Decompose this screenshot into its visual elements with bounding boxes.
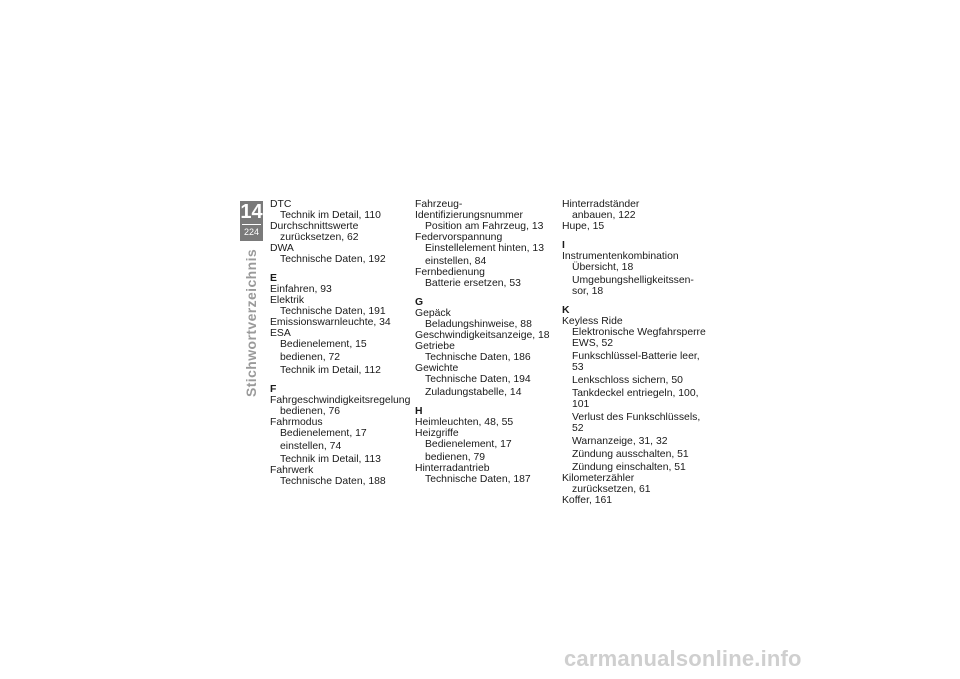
index-entry [415, 428, 560, 463]
index-entry [562, 251, 707, 297]
tab-divider [242, 224, 261, 225]
index-entry-head: Instrumentenkombination [562, 251, 679, 262]
index-subentry: Zündung ausschalten, 51 [572, 449, 689, 460]
index-entry [270, 328, 410, 376]
page-number: 224 [243, 227, 260, 237]
index-entry-head: ESA [270, 328, 291, 339]
index-subentry: bedienen, 72 [280, 352, 341, 363]
index-column-2 [415, 199, 560, 485]
index-entry [415, 199, 560, 232]
index-entry-head: Fahrwerk [270, 465, 314, 476]
index-subentry: Technische Daten, 187 [425, 474, 531, 485]
index-entry [415, 463, 560, 485]
index-entry [270, 221, 410, 243]
index-entry-head: Heizgriffe [415, 428, 459, 439]
index-entry [415, 417, 560, 428]
chapter-number: 14 [240, 201, 263, 223]
index-entry [270, 199, 410, 221]
index-subentry: Technik im Detail, 112 [280, 365, 381, 376]
index-entry-head: Federvorspannung [415, 232, 503, 243]
index-subentry: Warnanzeige, 31, 32 [572, 436, 668, 447]
index-entry-head: DWA [270, 243, 294, 254]
section-title: Stichwortverzeichnis [243, 248, 259, 397]
index-subentry: Umgebungshelligkeitssen- sor, 18 [572, 275, 694, 297]
index-entry-head: Fernbedienung [415, 267, 485, 278]
index-subentry: Bedienelement, 17 [425, 439, 512, 450]
index-subentry: Technische Daten, 186 [425, 352, 531, 363]
index-subentry: Elektronische Wegfahrsperre EWS, 52 [572, 327, 706, 349]
index-subentry: Technik im Detail, 113 [280, 454, 381, 465]
index-entry [270, 295, 410, 317]
index-entry-head: Hinterradantrieb [415, 463, 490, 474]
index-entry [415, 308, 560, 330]
index-entry-head: Fahrzeug-Identifizierungsnummer [415, 199, 523, 221]
index-entry-head: Fahrmodus [270, 417, 323, 428]
index-subentry: Übersicht, 18 [572, 262, 634, 273]
index-subentry: Beladungshinweise, 88 [425, 319, 532, 330]
index-letter: F [270, 384, 277, 395]
index-subentry: Position am Fahrzeug, 13 [425, 221, 544, 232]
index-subentry: einstellen, 74 [280, 441, 342, 452]
chapter-tab [240, 201, 263, 241]
watermark: carmanualsonline.info [564, 646, 802, 671]
index-entry [270, 317, 410, 328]
index-entry [415, 267, 560, 289]
index-entry-head: Gewichte [415, 363, 459, 374]
index-subentry: anbauen, 122 [572, 210, 636, 221]
index-subentry: bedienen, 79 [425, 452, 486, 463]
index-subentry: Technik im Detail, 110 [280, 210, 381, 221]
index-entry [270, 243, 410, 265]
index-entry [562, 473, 707, 495]
index-entry [562, 316, 707, 473]
index-subentry: Zündung einschalten, 51 [572, 462, 686, 473]
index-entry [562, 199, 707, 221]
index-subentry: Technische Daten, 188 [280, 476, 386, 487]
index-entry-head: Keyless Ride [562, 316, 623, 327]
index-subentry: Bedienelement, 15 [280, 339, 367, 350]
index-letter: I [562, 240, 565, 251]
index-subentry: Technische Daten, 191 [280, 306, 386, 317]
index-subentry: bedienen, 76 [280, 406, 341, 417]
index-entry-head: Einfahren, 93 [270, 284, 332, 295]
index-entry-head: Kilometerzähler [562, 473, 635, 484]
index-subentry: Funkschlüssel-Batterie leer, 53 [572, 351, 700, 373]
index-letter: H [415, 406, 423, 417]
index-entry-head: DTC [270, 199, 292, 210]
index-entry-head: Getriebe [415, 341, 455, 352]
index-entry-head: Geschwindigkeitsanzeige, 18 [415, 330, 550, 341]
index-entry [415, 363, 560, 398]
index-entry [415, 232, 560, 267]
index-letter: K [562, 305, 570, 316]
index-entry [562, 221, 707, 232]
index-entry-head: Koffer, 161 [562, 495, 613, 506]
index-entry [562, 495, 707, 506]
index-subentry: Technische Daten, 194 [425, 374, 531, 385]
index-entry-head: Hinterradständer [562, 199, 640, 210]
index-subentry: Einstellelement hinten, 13 [425, 243, 544, 254]
index-subentry: Zuladungstabelle, 14 [425, 387, 522, 398]
index-entry-head: Gepäck [415, 308, 451, 319]
index-subentry: Batterie ersetzen, 53 [425, 278, 521, 289]
index-entry [415, 341, 560, 363]
index-entry [270, 395, 410, 417]
index-subentry: Lenkschloss sichern, 50 [572, 375, 683, 386]
index-letter: G [415, 297, 424, 308]
index-subentry: einstellen, 84 [425, 256, 487, 267]
index-entry [415, 330, 560, 341]
index-subentry: Bedienelement, 17 [280, 428, 367, 439]
index-subentry: Verlust des Funkschlüssels, 52 [572, 412, 701, 434]
index-column-3 [562, 199, 707, 506]
index-subentry: Tankdeckel entriegeln, 100, 101 [572, 388, 699, 410]
index-entry [270, 284, 410, 295]
index-entry-head: Emissionswarnleuchte, 34 [270, 317, 391, 328]
index-entry-head: Hupe, 15 [562, 221, 605, 232]
index-subentry: zurücksetzen, 61 [572, 484, 651, 495]
index-entry-head: Elektrik [270, 295, 305, 306]
index-subentry: Technische Daten, 192 [280, 254, 386, 265]
index-entry [270, 417, 410, 465]
index-entry [270, 465, 410, 487]
index-letter: E [270, 273, 277, 284]
index-entry-head: Durchschnittswerte [270, 221, 359, 232]
index-subentry: zurücksetzen, 62 [280, 232, 359, 243]
index-column-1 [270, 199, 410, 487]
index-entry-head: Heimleuchten, 48, 55 [415, 417, 514, 428]
index-entry-head: Fahrgeschwindigkeitsregelung [270, 395, 411, 406]
